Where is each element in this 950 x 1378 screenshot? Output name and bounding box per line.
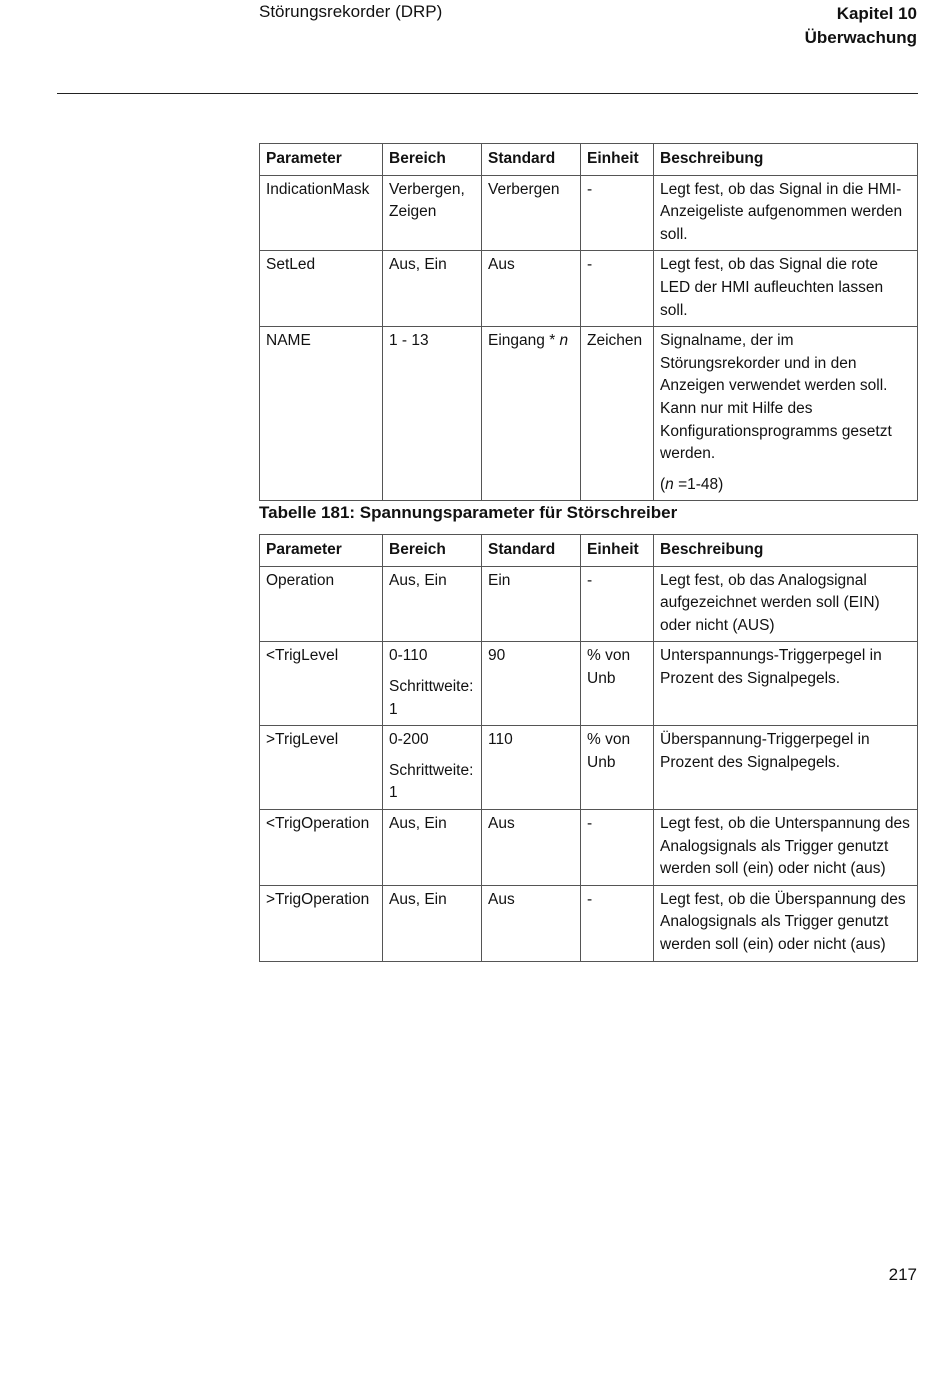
- description-text: Signalname, der im Störungsrekorder und in den Anzeigen verwendet werden soll. Kann nur mit Hilfe des Konfigurationsprogramms gesetzt werden.: [660, 332, 892, 463]
- cell-unit: -: [581, 809, 654, 885]
- chapter-title: Überwachung: [804, 28, 917, 47]
- range-step: Schrittweite: 1: [389, 761, 474, 802]
- cell-description: Legt fest, ob das Analogsignal aufgezeichnet werden soll (EIN) oder nicht (AUS): [654, 566, 918, 642]
- cell-default: 90: [482, 642, 581, 726]
- cell-unit: -: [581, 175, 654, 251]
- range-step: Schrittweite: 1: [389, 677, 474, 718]
- cell-parameter: <TrigOperation: [260, 809, 383, 885]
- cell-description: Legt fest, ob die Überspannung des Analogsignals als Trigger genutzt werden soll (ein) oder nicht (aus): [654, 885, 918, 961]
- chapter-number: Kapitel 10: [836, 4, 917, 23]
- page-number: 217: [888, 1265, 917, 1284]
- running-header-chapter: [805, 2, 917, 50]
- cell-parameter: Operation: [260, 566, 383, 642]
- table-row: [260, 726, 918, 810]
- cell-unit: -: [581, 251, 654, 327]
- cell-default: Verbergen: [482, 175, 581, 251]
- note-paren: (: [660, 475, 666, 493]
- cell-default: Aus: [482, 809, 581, 885]
- cell-unit: Zeichen: [581, 327, 654, 501]
- cell-default: 110: [482, 726, 581, 810]
- column-header-parameter: Parameter: [260, 535, 383, 567]
- variable-n: n: [665, 475, 674, 493]
- header-rule: [57, 93, 918, 94]
- table-header-row: [260, 535, 918, 567]
- cell-unit: -: [581, 566, 654, 642]
- cell-range: Aus, Ein: [383, 251, 482, 327]
- table-row: [260, 642, 918, 726]
- cell-description: Legt fest, ob das Signal in die HMI-Anzeigeliste aufgenommen werden soll.: [654, 175, 918, 251]
- cell-range: [383, 726, 482, 810]
- cell-range: 1 - 13: [383, 327, 482, 501]
- description-note: [660, 474, 911, 497]
- column-header-parameter: Parameter: [260, 144, 383, 176]
- cell-description: Überspannung-Triggerpegel in Prozent des Signalpegels.: [654, 726, 918, 810]
- table-caption: Tabelle 181: Spannungsparameter für Störschreiber: [259, 503, 678, 522]
- cell-parameter: IndicationMask: [260, 175, 383, 251]
- variable-n: n: [559, 332, 569, 350]
- column-header-description: Beschreibung: [654, 535, 918, 567]
- cell-parameter: >TrigOperation: [260, 885, 383, 961]
- parameter-table-signals: [259, 143, 918, 501]
- cell-default: [482, 327, 581, 501]
- column-header-description: Beschreibung: [654, 144, 918, 176]
- table-row: [260, 175, 918, 251]
- column-header-range: Bereich: [383, 535, 482, 567]
- parameter-table-voltage: [259, 534, 918, 962]
- cell-parameter: NAME: [260, 327, 383, 501]
- cell-parameter: SetLed: [260, 251, 383, 327]
- cell-range: Aus, Ein: [383, 809, 482, 885]
- cell-range: [383, 642, 482, 726]
- cell-parameter: <TrigLevel: [260, 642, 383, 726]
- table-row: [260, 809, 918, 885]
- column-header-unit: Einheit: [581, 535, 654, 567]
- cell-description: Unterspannungs-Triggerpegel in Prozent des Signalpegels.: [654, 642, 918, 726]
- cell-description: Legt fest, ob das Signal die rote LED der HMI aufleuchten lassen soll.: [654, 251, 918, 327]
- note-range: =1-48): [673, 475, 724, 493]
- table-header-row: [260, 144, 918, 176]
- cell-unit: % von Unb: [581, 726, 654, 810]
- table-row: [260, 327, 918, 501]
- table-row: [260, 251, 918, 327]
- cell-default: Aus: [482, 885, 581, 961]
- cell-range: Aus, Ein: [383, 885, 482, 961]
- cell-unit: % von Unb: [581, 642, 654, 726]
- column-header-default: Standard: [482, 535, 581, 567]
- cell-default: Ein: [482, 566, 581, 642]
- column-header-range: Bereich: [383, 144, 482, 176]
- running-header-section: Störungsrekorder (DRP): [259, 2, 443, 21]
- cell-unit: -: [581, 885, 654, 961]
- cell-range: Aus, Ein: [383, 566, 482, 642]
- default-prefix: Eingang *: [488, 332, 560, 350]
- table-row: [260, 885, 918, 961]
- cell-parameter: >TrigLevel: [260, 726, 383, 810]
- range-value: 0-200: [389, 731, 429, 749]
- cell-description: Legt fest, ob die Unterspannung des Analogsignals als Trigger genutzt werden soll (ein) oder nicht (aus): [654, 809, 918, 885]
- column-header-unit: Einheit: [581, 144, 654, 176]
- table-row: [260, 566, 918, 642]
- cell-range: Verbergen, Zeigen: [383, 175, 482, 251]
- cell-default: Aus: [482, 251, 581, 327]
- cell-description: [654, 327, 918, 501]
- range-value: 0-110: [389, 647, 428, 665]
- column-header-default: Standard: [482, 144, 581, 176]
